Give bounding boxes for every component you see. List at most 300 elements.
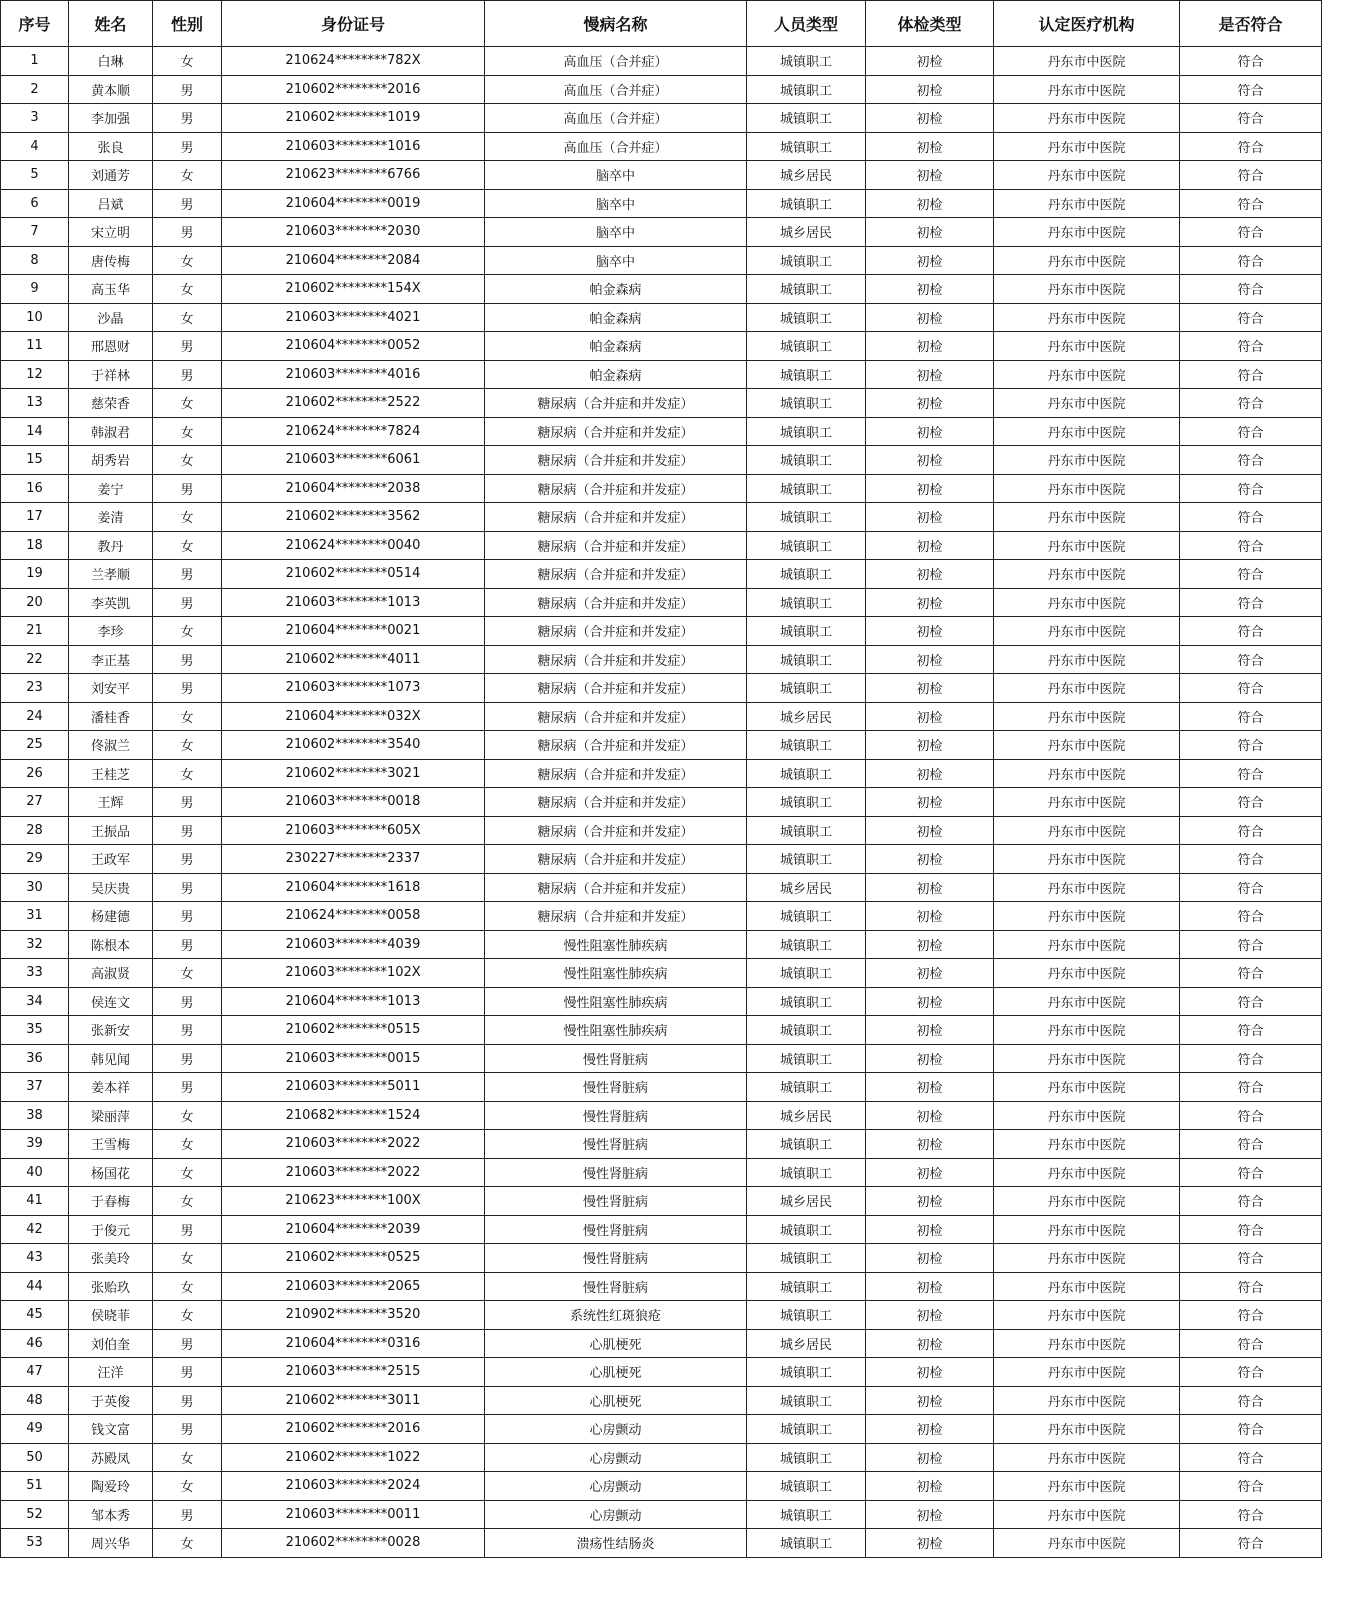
cell-col-person-type: 城镇职工	[747, 446, 866, 475]
cell-col-qualified: 符合	[1180, 788, 1322, 817]
cell-col-institution: 丹东市中医院	[994, 560, 1180, 589]
cell-col-id-number: 210602********2522	[222, 389, 485, 418]
cell-col-name: 周兴华	[69, 1529, 153, 1558]
cell-col-index: 26	[1, 759, 69, 788]
cell-col-id-number: 210603********6061	[222, 446, 485, 475]
cell-col-id-number: 210602********3540	[222, 731, 485, 760]
cell-col-disease: 高血压（合并症）	[485, 104, 747, 133]
cell-col-qualified: 符合	[1180, 1244, 1322, 1273]
cell-col-institution: 丹东市中医院	[994, 1272, 1180, 1301]
cell-col-gender: 男	[153, 132, 222, 161]
cell-col-qualified: 符合	[1180, 816, 1322, 845]
cell-col-gender: 男	[153, 189, 222, 218]
cell-col-disease: 糖尿病（合并症和并发症）	[485, 788, 747, 817]
cell-col-institution: 丹东市中医院	[994, 275, 1180, 304]
cell-col-id-number: 210604********2038	[222, 474, 485, 503]
cell-col-disease: 糖尿病（合并症和并发症）	[485, 845, 747, 874]
cell-col-index: 46	[1, 1329, 69, 1358]
cell-col-institution: 丹东市中医院	[994, 474, 1180, 503]
cell-col-name: 慈荣香	[69, 389, 153, 418]
cell-col-gender: 男	[153, 1073, 222, 1102]
cell-col-gender: 男	[153, 104, 222, 133]
cell-col-disease: 糖尿病（合并症和并发症）	[485, 417, 747, 446]
cell-col-person-type: 城镇职工	[747, 1130, 866, 1159]
header-col-person-type: 人员类型	[747, 1, 866, 47]
table-row	[1, 702, 1322, 731]
cell-col-institution: 丹东市中医院	[994, 332, 1180, 361]
cell-col-disease: 脑卒中	[485, 218, 747, 247]
cell-col-disease: 糖尿病（合并症和并发症）	[485, 588, 747, 617]
cell-col-qualified: 符合	[1180, 702, 1322, 731]
cell-col-gender: 男	[153, 845, 222, 874]
cell-col-disease: 心房颤动	[485, 1472, 747, 1501]
cell-col-institution: 丹东市中医院	[994, 1073, 1180, 1102]
cell-col-id-number: 210604********0052	[222, 332, 485, 361]
cell-col-institution: 丹东市中医院	[994, 1329, 1180, 1358]
table-row	[1, 1215, 1322, 1244]
cell-col-institution: 丹东市中医院	[994, 731, 1180, 760]
cell-col-id-number: 210624********782X	[222, 47, 485, 76]
cell-col-name: 苏殿凤	[69, 1443, 153, 1472]
cell-col-id-number: 210603********4016	[222, 360, 485, 389]
cell-col-index: 50	[1, 1443, 69, 1472]
cell-col-index: 45	[1, 1301, 69, 1330]
table-header	[1, 1, 1322, 47]
cell-col-name: 吕斌	[69, 189, 153, 218]
table-row	[1, 246, 1322, 275]
cell-col-index: 22	[1, 645, 69, 674]
cell-col-qualified: 符合	[1180, 1358, 1322, 1387]
cell-col-name: 王辉	[69, 788, 153, 817]
cell-col-id-number: 230227********2337	[222, 845, 485, 874]
cell-col-institution: 丹东市中医院	[994, 1044, 1180, 1073]
cell-col-exam-type: 初检	[866, 731, 994, 760]
cell-col-qualified: 符合	[1180, 474, 1322, 503]
cell-col-name: 李正基	[69, 645, 153, 674]
cell-col-institution: 丹东市中医院	[994, 1415, 1180, 1444]
cell-col-exam-type: 初检	[866, 1187, 994, 1216]
cell-col-id-number: 210603********0018	[222, 788, 485, 817]
table-row	[1, 816, 1322, 845]
cell-col-qualified: 符合	[1180, 417, 1322, 446]
cell-col-name: 黄本顺	[69, 75, 153, 104]
cell-col-disease: 慢性肾脏病	[485, 1244, 747, 1273]
table-row	[1, 1187, 1322, 1216]
cell-col-exam-type: 初检	[866, 474, 994, 503]
table-row	[1, 474, 1322, 503]
table-row	[1, 218, 1322, 247]
cell-col-name: 邢恩财	[69, 332, 153, 361]
table-row	[1, 1073, 1322, 1102]
table-row	[1, 1415, 1322, 1444]
cell-col-exam-type: 初检	[866, 161, 994, 190]
cell-col-id-number: 210603********1073	[222, 674, 485, 703]
cell-col-index: 17	[1, 503, 69, 532]
header-col-index: 序号	[1, 1, 69, 47]
cell-col-name: 韩见闻	[69, 1044, 153, 1073]
cell-col-person-type: 城镇职工	[747, 75, 866, 104]
cell-col-gender: 男	[153, 1215, 222, 1244]
cell-col-name: 杨国花	[69, 1158, 153, 1187]
table-row	[1, 902, 1322, 931]
cell-col-id-number: 210602********2016	[222, 1415, 485, 1444]
cell-col-disease: 糖尿病（合并症和并发症）	[485, 531, 747, 560]
cell-col-disease: 慢性肾脏病	[485, 1158, 747, 1187]
cell-col-qualified: 符合	[1180, 1073, 1322, 1102]
cell-col-person-type: 城镇职工	[747, 1073, 866, 1102]
cell-col-qualified: 符合	[1180, 303, 1322, 332]
cell-col-index: 6	[1, 189, 69, 218]
cell-col-disease: 慢性阻塞性肺疾病	[485, 930, 747, 959]
cell-col-gender: 女	[153, 1529, 222, 1558]
cell-col-name: 陈根本	[69, 930, 153, 959]
cell-col-person-type: 城乡居民	[747, 1101, 866, 1130]
cell-col-qualified: 符合	[1180, 1500, 1322, 1529]
cell-col-disease: 帕金森病	[485, 303, 747, 332]
cell-col-disease: 高血压（合并症）	[485, 132, 747, 161]
cell-col-gender: 男	[153, 930, 222, 959]
cell-col-qualified: 符合	[1180, 1329, 1322, 1358]
cell-col-institution: 丹东市中医院	[994, 531, 1180, 560]
cell-col-qualified: 符合	[1180, 1529, 1322, 1558]
cell-col-disease: 糖尿病（合并症和并发症）	[485, 873, 747, 902]
cell-col-qualified: 符合	[1180, 560, 1322, 589]
cell-col-disease: 心房颤动	[485, 1415, 747, 1444]
cell-col-name: 邹本秀	[69, 1500, 153, 1529]
cell-col-exam-type: 初检	[866, 873, 994, 902]
table-row	[1, 1358, 1322, 1387]
cell-col-name: 唐传梅	[69, 246, 153, 275]
cell-col-institution: 丹东市中医院	[994, 161, 1180, 190]
cell-col-institution: 丹东市中医院	[994, 303, 1180, 332]
cell-col-exam-type: 初检	[866, 132, 994, 161]
cell-col-name: 刘通芳	[69, 161, 153, 190]
cell-col-qualified: 符合	[1180, 1187, 1322, 1216]
header-col-qualified: 是否符合	[1180, 1, 1322, 47]
cell-col-exam-type: 初检	[866, 1215, 994, 1244]
cell-col-name: 姜本祥	[69, 1073, 153, 1102]
cell-col-name: 韩淑君	[69, 417, 153, 446]
table-row	[1, 161, 1322, 190]
cell-col-name: 汪洋	[69, 1358, 153, 1387]
cell-col-qualified: 符合	[1180, 47, 1322, 76]
cell-col-index: 8	[1, 246, 69, 275]
cell-col-disease: 系统性红斑狼疮	[485, 1301, 747, 1330]
cell-col-gender: 女	[153, 1443, 222, 1472]
cell-col-index: 38	[1, 1101, 69, 1130]
cell-col-name: 张新安	[69, 1016, 153, 1045]
table-row	[1, 930, 1322, 959]
cell-col-person-type: 城镇职工	[747, 617, 866, 646]
cell-col-institution: 丹东市中医院	[994, 674, 1180, 703]
cell-col-institution: 丹东市中医院	[994, 47, 1180, 76]
cell-col-gender: 女	[153, 1301, 222, 1330]
cell-col-qualified: 符合	[1180, 674, 1322, 703]
cell-col-person-type: 城镇职工	[747, 845, 866, 874]
cell-col-name: 梁丽萍	[69, 1101, 153, 1130]
cell-col-index: 5	[1, 161, 69, 190]
cell-col-institution: 丹东市中医院	[994, 617, 1180, 646]
cell-col-index: 37	[1, 1073, 69, 1102]
cell-col-qualified: 符合	[1180, 617, 1322, 646]
cell-col-qualified: 符合	[1180, 873, 1322, 902]
cell-col-exam-type: 初检	[866, 189, 994, 218]
cell-col-index: 47	[1, 1358, 69, 1387]
cell-col-person-type: 城镇职工	[747, 275, 866, 304]
cell-col-id-number: 210624********0058	[222, 902, 485, 931]
cell-col-exam-type: 初检	[866, 1329, 994, 1358]
cell-col-name: 胡秀岩	[69, 446, 153, 475]
cell-col-person-type: 城镇职工	[747, 417, 866, 446]
table-row	[1, 1244, 1322, 1273]
cell-col-name: 高玉华	[69, 275, 153, 304]
cell-col-name: 李加强	[69, 104, 153, 133]
cell-col-index: 19	[1, 560, 69, 589]
cell-col-index: 31	[1, 902, 69, 931]
cell-col-person-type: 城镇职工	[747, 1386, 866, 1415]
cell-col-person-type: 城镇职工	[747, 987, 866, 1016]
cell-col-exam-type: 初检	[866, 246, 994, 275]
cell-col-name: 王政军	[69, 845, 153, 874]
cell-col-person-type: 城镇职工	[747, 674, 866, 703]
table-row	[1, 1386, 1322, 1415]
table-row	[1, 731, 1322, 760]
cell-col-index: 18	[1, 531, 69, 560]
cell-col-gender: 男	[153, 1044, 222, 1073]
header-col-exam-type: 体检类型	[866, 1, 994, 47]
cell-col-index: 23	[1, 674, 69, 703]
cell-col-person-type: 城镇职工	[747, 1215, 866, 1244]
cell-col-qualified: 符合	[1180, 930, 1322, 959]
cell-col-index: 12	[1, 360, 69, 389]
cell-col-disease: 糖尿病（合并症和并发症）	[485, 503, 747, 532]
table-row	[1, 75, 1322, 104]
cell-col-id-number: 210603********5011	[222, 1073, 485, 1102]
table-row	[1, 645, 1322, 674]
cell-col-index: 7	[1, 218, 69, 247]
cell-col-exam-type: 初检	[866, 1529, 994, 1558]
cell-col-exam-type: 初检	[866, 1158, 994, 1187]
cell-col-disease: 慢性肾脏病	[485, 1130, 747, 1159]
cell-col-index: 14	[1, 417, 69, 446]
cell-col-exam-type: 初检	[866, 1244, 994, 1273]
table-row	[1, 531, 1322, 560]
cell-col-disease: 慢性肾脏病	[485, 1272, 747, 1301]
cell-col-person-type: 城镇职工	[747, 303, 866, 332]
cell-col-exam-type: 初检	[866, 104, 994, 133]
cell-col-disease: 脑卒中	[485, 246, 747, 275]
cell-col-person-type: 城镇职工	[747, 474, 866, 503]
cell-col-institution: 丹东市中医院	[994, 1244, 1180, 1273]
cell-col-exam-type: 初检	[866, 1472, 994, 1501]
cell-col-disease: 脑卒中	[485, 189, 747, 218]
cell-col-disease: 心肌梗死	[485, 1358, 747, 1387]
cell-col-exam-type: 初检	[866, 1415, 994, 1444]
cell-col-index: 4	[1, 132, 69, 161]
cell-col-gender: 女	[153, 47, 222, 76]
cell-col-disease: 糖尿病（合并症和并发症）	[485, 446, 747, 475]
cell-col-gender: 女	[153, 1244, 222, 1273]
table-row	[1, 588, 1322, 617]
cell-col-person-type: 城镇职工	[747, 816, 866, 845]
cell-col-gender: 男	[153, 1329, 222, 1358]
header-col-gender: 性别	[153, 1, 222, 47]
cell-col-person-type: 城镇职工	[747, 560, 866, 589]
cell-col-id-number: 210682********1524	[222, 1101, 485, 1130]
cell-col-qualified: 符合	[1180, 446, 1322, 475]
cell-col-id-number: 210604********1618	[222, 873, 485, 902]
cell-col-institution: 丹东市中医院	[994, 189, 1180, 218]
cell-col-institution: 丹东市中医院	[994, 788, 1180, 817]
cell-col-institution: 丹东市中医院	[994, 1472, 1180, 1501]
cell-col-institution: 丹东市中医院	[994, 702, 1180, 731]
cell-col-id-number: 210623********100X	[222, 1187, 485, 1216]
cell-col-exam-type: 初检	[866, 987, 994, 1016]
cell-col-qualified: 符合	[1180, 189, 1322, 218]
cell-col-person-type: 城镇职工	[747, 1044, 866, 1073]
cell-col-name: 李英凯	[69, 588, 153, 617]
cell-col-gender: 男	[153, 75, 222, 104]
cell-col-gender: 男	[153, 902, 222, 931]
cell-col-index: 10	[1, 303, 69, 332]
table-row	[1, 873, 1322, 902]
cell-col-index: 51	[1, 1472, 69, 1501]
cell-col-qualified: 符合	[1180, 1386, 1322, 1415]
table-row	[1, 189, 1322, 218]
cell-col-exam-type: 初检	[866, 531, 994, 560]
cell-col-name: 张美玲	[69, 1244, 153, 1273]
cell-col-institution: 丹东市中医院	[994, 503, 1180, 532]
cell-col-institution: 丹东市中医院	[994, 75, 1180, 104]
cell-col-qualified: 符合	[1180, 246, 1322, 275]
cell-col-id-number: 210602********2016	[222, 75, 485, 104]
table-row	[1, 1329, 1322, 1358]
cell-col-index: 34	[1, 987, 69, 1016]
cell-col-institution: 丹东市中医院	[994, 1215, 1180, 1244]
cell-col-exam-type: 初检	[866, 788, 994, 817]
cell-col-institution: 丹东市中医院	[994, 588, 1180, 617]
cell-col-exam-type: 初检	[866, 759, 994, 788]
cell-col-person-type: 城镇职工	[747, 189, 866, 218]
cell-col-id-number: 210602********0525	[222, 1244, 485, 1273]
cell-col-disease: 糖尿病（合并症和并发症）	[485, 759, 747, 788]
cell-col-name: 张良	[69, 132, 153, 161]
cell-col-exam-type: 初检	[866, 446, 994, 475]
cell-col-index: 1	[1, 47, 69, 76]
cell-col-disease: 糖尿病（合并症和并发症）	[485, 474, 747, 503]
cell-col-id-number: 210602********3021	[222, 759, 485, 788]
cell-col-name: 兰孝顺	[69, 560, 153, 589]
cell-col-institution: 丹东市中医院	[994, 873, 1180, 902]
cell-col-id-number: 210603********2515	[222, 1358, 485, 1387]
cell-col-gender: 女	[153, 1272, 222, 1301]
header-col-id-number: 身份证号	[222, 1, 485, 47]
table-row	[1, 1529, 1322, 1558]
cell-col-gender: 女	[153, 417, 222, 446]
table-row	[1, 1158, 1322, 1187]
table-body	[1, 47, 1322, 1558]
cell-col-id-number: 210602********3011	[222, 1386, 485, 1415]
cell-col-disease: 糖尿病（合并症和并发症）	[485, 902, 747, 931]
cell-col-index: 36	[1, 1044, 69, 1073]
cell-col-person-type: 城镇职工	[747, 759, 866, 788]
table-row	[1, 759, 1322, 788]
cell-col-qualified: 符合	[1180, 1215, 1322, 1244]
table-row	[1, 1016, 1322, 1045]
cell-col-institution: 丹东市中医院	[994, 930, 1180, 959]
cell-col-institution: 丹东市中医院	[994, 1500, 1180, 1529]
table-row	[1, 1472, 1322, 1501]
cell-col-qualified: 符合	[1180, 1472, 1322, 1501]
table-row	[1, 959, 1322, 988]
cell-col-exam-type: 初检	[866, 645, 994, 674]
cell-col-institution: 丹东市中医院	[994, 1301, 1180, 1330]
cell-col-id-number: 210602********1022	[222, 1443, 485, 1472]
cell-col-id-number: 210603********0015	[222, 1044, 485, 1073]
cell-col-institution: 丹东市中医院	[994, 389, 1180, 418]
cell-col-qualified: 符合	[1180, 987, 1322, 1016]
cell-col-id-number: 210603********4021	[222, 303, 485, 332]
cell-col-name: 王雪梅	[69, 1130, 153, 1159]
cell-col-institution: 丹东市中医院	[994, 816, 1180, 845]
table-row	[1, 560, 1322, 589]
cell-col-name: 沙晶	[69, 303, 153, 332]
cell-col-name: 于春梅	[69, 1187, 153, 1216]
cell-col-disease: 帕金森病	[485, 332, 747, 361]
cell-col-institution: 丹东市中医院	[994, 218, 1180, 247]
cell-col-name: 侯晓菲	[69, 1301, 153, 1330]
cell-col-person-type: 城镇职工	[747, 588, 866, 617]
cell-col-disease: 糖尿病（合并症和并发症）	[485, 816, 747, 845]
cell-col-institution: 丹东市中医院	[994, 1130, 1180, 1159]
cell-col-institution: 丹东市中医院	[994, 246, 1180, 275]
table-row	[1, 132, 1322, 161]
cell-col-id-number: 210624********7824	[222, 417, 485, 446]
cell-col-exam-type: 初检	[866, 75, 994, 104]
cell-col-person-type: 城镇职工	[747, 132, 866, 161]
table-row	[1, 1301, 1322, 1330]
cell-col-gender: 男	[153, 560, 222, 589]
cell-col-id-number: 210603********4039	[222, 930, 485, 959]
cell-col-index: 35	[1, 1016, 69, 1045]
cell-col-qualified: 符合	[1180, 104, 1322, 133]
cell-col-gender: 男	[153, 218, 222, 247]
cell-col-exam-type: 初检	[866, 1301, 994, 1330]
cell-col-exam-type: 初检	[866, 902, 994, 931]
cell-col-name: 宋立明	[69, 218, 153, 247]
cell-col-id-number: 210902********3520	[222, 1301, 485, 1330]
cell-col-qualified: 符合	[1180, 1272, 1322, 1301]
cell-col-index: 20	[1, 588, 69, 617]
cell-col-index: 41	[1, 1187, 69, 1216]
cell-col-name: 杨建德	[69, 902, 153, 931]
cell-col-id-number: 210603********2024	[222, 1472, 485, 1501]
table-row	[1, 389, 1322, 418]
cell-col-index: 11	[1, 332, 69, 361]
cell-col-index: 16	[1, 474, 69, 503]
cell-col-disease: 慢性肾脏病	[485, 1073, 747, 1102]
cell-col-name: 潘桂香	[69, 702, 153, 731]
cell-col-person-type: 城镇职工	[747, 47, 866, 76]
cell-col-exam-type: 初检	[866, 930, 994, 959]
cell-col-gender: 女	[153, 275, 222, 304]
cell-col-person-type: 城镇职工	[747, 531, 866, 560]
cell-col-gender: 女	[153, 503, 222, 532]
cell-col-exam-type: 初检	[866, 674, 994, 703]
cell-col-gender: 女	[153, 759, 222, 788]
table-row	[1, 987, 1322, 1016]
table-row	[1, 1443, 1322, 1472]
